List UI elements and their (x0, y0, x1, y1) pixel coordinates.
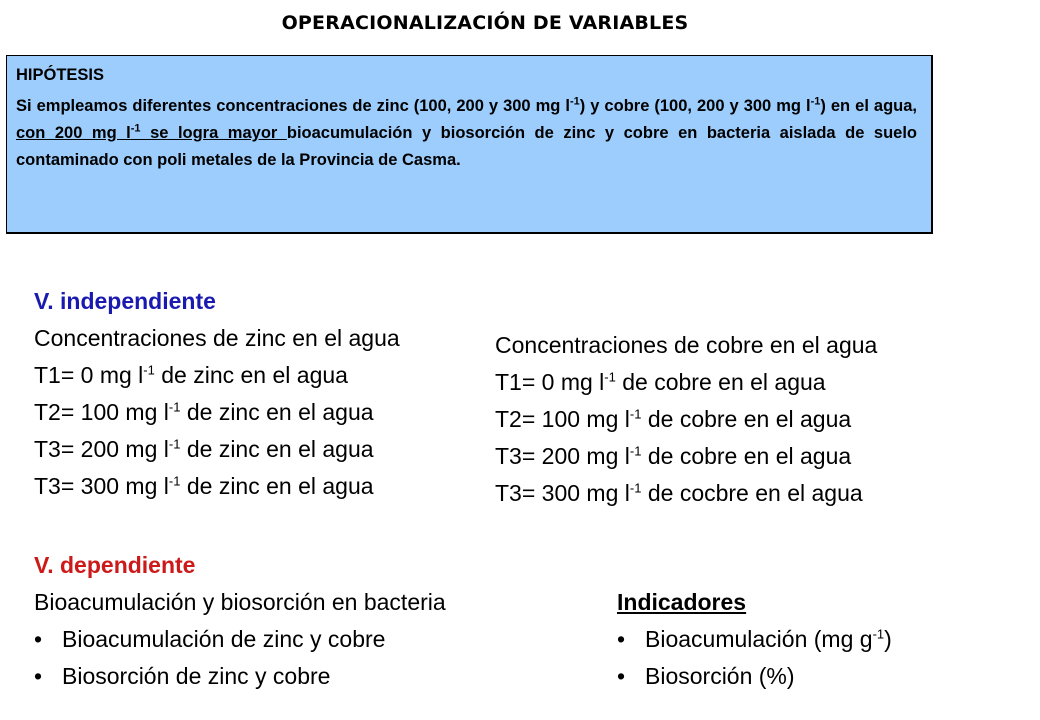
exponent: -1 (168, 473, 181, 489)
copper-treatment (495, 401, 877, 438)
treatment-prefix: T3= 200 mg l (495, 443, 630, 469)
dependent-subtitle: Bioacumulación y biosorción en bacteria (34, 589, 446, 615)
hypothesis-label: HIPÓTESIS (16, 66, 105, 84)
treatment-prefix: T3= 200 mg l (34, 436, 169, 462)
indicators-section (617, 584, 892, 695)
treatment-suffix: de zinc en el agua (154, 362, 348, 388)
treatment-suffix: de zinc en el agua (180, 436, 374, 462)
copper-treatment (495, 438, 877, 475)
exponent: -1 (629, 406, 642, 422)
exponent: -1 (168, 399, 181, 415)
exponent: -1 (872, 626, 885, 642)
indicators-heading: Indicadores (617, 589, 747, 615)
page-title: OPERACIONALIZACIÓN DE VARIABLES (281, 12, 689, 34)
exponent: -1 (629, 480, 642, 496)
treatment-prefix: T2= 100 mg l (34, 399, 169, 425)
dependent-heading: V. dependiente (34, 552, 196, 578)
independent-heading: V. independiente (34, 288, 216, 314)
treatment-suffix: de cobre en el agua (641, 406, 852, 432)
list-item: • Biosorción de zinc y cobre (34, 658, 446, 695)
treatment-suffix: de cobre en el agua (615, 369, 826, 395)
copper-concentrations-section (495, 327, 877, 512)
treatment-suffix: de cocbre en el agua (641, 480, 863, 506)
zinc-treatment (34, 431, 400, 468)
hypothesis-text-part: con 200 mg l (16, 124, 131, 142)
treatment-prefix: T3= 300 mg l (495, 480, 630, 506)
treatment-prefix: T3= 300 mg l (34, 473, 169, 499)
zinc-treatment (34, 394, 400, 431)
dependent-variable-section (34, 547, 446, 695)
treatment-prefix: T1= 0 mg l (495, 369, 605, 395)
hypothesis-text-part: Si empleamos diferentes concentraciones de zinc (100, 200 y 300 mg l (16, 97, 570, 115)
treatment-prefix: T2= 100 mg l (495, 406, 630, 432)
list-item: • Bioacumulación de zinc y cobre (34, 621, 446, 658)
hypothesis-text-part: bioacumulación y biosorción de zinc y cobre en bacteria aislada de suelo contaminado con poli metales de la Provincia de Casma. (16, 124, 918, 169)
list-item (617, 621, 892, 658)
hypothesis-text-part: ) en el agua, (820, 97, 917, 115)
indicator-text: ) (884, 626, 892, 652)
hypothesis-text (16, 93, 917, 174)
exponent: -1 (604, 369, 616, 385)
zinc-treatment (34, 468, 400, 505)
exponent: -1 (569, 95, 580, 108)
hypothesis-box (6, 55, 933, 234)
exponent: -1 (168, 436, 181, 452)
exponent: -1 (810, 95, 821, 108)
indicator-text: Bioacumulación (mg g (645, 626, 873, 652)
list-item: • Biosorción (%) (617, 658, 892, 695)
exponent: -1 (130, 122, 141, 135)
exponent: -1 (629, 443, 642, 459)
hypothesis-text-part: ) y cobre (100, 200 y 300 mg l (579, 97, 811, 115)
hypothesis-underlined (16, 124, 287, 142)
zinc-concentrations-title: Concentraciones de zinc en el agua (34, 325, 400, 351)
treatment-suffix: de zinc en el agua (180, 473, 374, 499)
treatment-suffix: de zinc en el agua (180, 399, 374, 425)
treatment-prefix: T1= 0 mg l (34, 362, 144, 388)
copper-concentrations-title: Concentraciones de cobre en el agua (495, 332, 878, 358)
independent-variable-section (34, 283, 400, 505)
copper-treatment (495, 364, 877, 401)
zinc-treatment (34, 357, 400, 394)
hypothesis-text-part: se logra mayor (140, 124, 287, 142)
copper-treatment (495, 475, 877, 512)
exponent: -1 (143, 362, 155, 378)
treatment-suffix: de cobre en el agua (641, 443, 852, 469)
